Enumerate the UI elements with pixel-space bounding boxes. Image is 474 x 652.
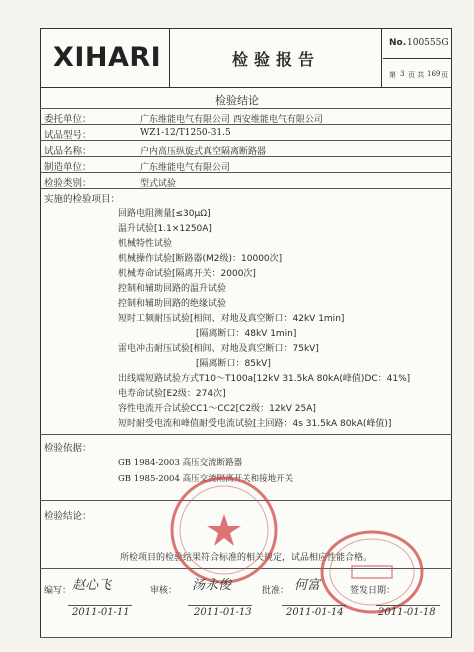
author-signature: 赵心飞 — [72, 578, 112, 593]
issue-date-line — [376, 605, 440, 606]
issue-date: 2011-01-18 — [378, 607, 436, 618]
page-suffix: 页 — [441, 71, 448, 79]
author-line — [68, 605, 132, 606]
test-item: [隔离断口：48kV 1min] — [196, 329, 297, 339]
test-item: 短时工频耐压试验[相间、对地及真空断口：42kV 1min] — [118, 314, 345, 324]
test-item: [隔离断口：85kV] — [196, 359, 271, 369]
test-item: 机械操作试验[断路器(M2级)：10000次] — [118, 254, 283, 264]
info-rule-4 — [40, 172, 452, 173]
company-logo: XIHARI — [53, 42, 162, 73]
info-rule-5 — [40, 188, 452, 189]
reviewer-label: 审核： — [150, 586, 178, 596]
client-label: 委托单位： — [44, 114, 92, 125]
test-item: 控制和辅助回路的绝缘试验 — [118, 299, 227, 309]
reviewer-date: 2011-01-13 — [194, 607, 252, 618]
test-item: 机械特性试验 — [118, 239, 173, 249]
test-item: 容性电流开合试验CC1～CC2[C2级：12kV 25A] — [118, 404, 316, 414]
page-prefix: 第 — [389, 71, 396, 79]
report-header — [40, 28, 452, 88]
frame-right — [451, 86, 452, 638]
standard-item: GB 1985-2004 高压交流隔离开关和接地开关 — [118, 474, 294, 484]
info-rule-0 — [40, 108, 452, 109]
test-item: 短时耐受电流和峰值耐受电流试验[主回路：4s 31.5kA 80kA(峰值)] — [118, 419, 392, 429]
title-cell — [171, 29, 382, 87]
test-item: 回路电阻测量[≤30μΩ] — [118, 209, 211, 219]
manufacturer-value: 广东维能电气有限公司 — [140, 163, 231, 173]
report-number: 100555G — [407, 38, 449, 48]
approver-label: 批准： — [262, 586, 290, 596]
page-total: 169 — [427, 70, 441, 78]
frame-bottom — [40, 637, 452, 638]
reviewer-signature: 汤永俊 — [192, 578, 232, 593]
test-item: 机械寿命试验[隔离开关：2000次] — [118, 269, 256, 279]
model-label: 试品型号： — [44, 130, 92, 141]
author-label: 编写： — [44, 586, 72, 596]
info-rule-1 — [40, 124, 452, 125]
sample-name-label: 试品名称： — [44, 146, 92, 157]
page-count-cell — [383, 59, 451, 87]
items-label: 实施的检验项目： — [44, 194, 121, 205]
conclusion-title: 检验结论 — [215, 94, 259, 107]
sample-name-value: 户内高压纵旋式真空隔离断路器 — [140, 147, 267, 157]
manufacturer-label: 制造单位： — [44, 162, 92, 173]
test-item: 控制和辅助回路的温升试验 — [118, 284, 227, 294]
approver-signature: 何富 — [294, 578, 321, 593]
approver-line — [282, 605, 346, 606]
reviewer-line — [188, 605, 252, 606]
basis-label: 检验依据： — [44, 443, 92, 454]
test-item: 出线端短路试验方式T10～T100a[12kV 31.5kA 80kA(峰值)DC：41%] — [118, 374, 411, 384]
logo-cell — [41, 29, 170, 87]
client-value: 广东维能电气有限公司 西安维能电气有限公司 — [140, 115, 323, 125]
standard-item: GB 1984-2003 高压交流断路器 — [118, 458, 243, 468]
page-number: 3 — [400, 70, 405, 78]
model-value: WZ1-12/T1250-31.5 — [140, 128, 231, 138]
test-item: 温升试验[1.1×1250A] — [118, 224, 212, 234]
page-mid: 页 共 — [408, 71, 425, 79]
approver-date: 2011-01-14 — [286, 607, 344, 618]
info-rule-3 — [40, 156, 452, 157]
frame-left — [40, 86, 41, 638]
test-type-value: 型式试验 — [140, 179, 177, 189]
test-type-label: 检验类别： — [44, 178, 92, 189]
report-number-label: No. — [389, 38, 407, 48]
info-rule-2 — [40, 140, 452, 141]
report-title: 检验报告 — [231, 50, 320, 69]
items-rule — [40, 434, 452, 435]
issue-date-label: 签发日期： — [350, 586, 396, 596]
test-item: 雷电冲击耐压试验[相间、对地及真空断口：75kV] — [118, 344, 319, 354]
conclusion-label: 检验结论： — [44, 511, 92, 522]
inspection-seal — [164, 470, 284, 590]
report-number-cell — [383, 29, 451, 59]
conclusion-text: 所检项目的检验结果符合标准的相关规定，试品相应性能合格。 — [120, 553, 373, 563]
test-item: 电寿命试验[E2级：274次] — [118, 389, 226, 399]
author-date: 2011-01-11 — [72, 607, 130, 618]
